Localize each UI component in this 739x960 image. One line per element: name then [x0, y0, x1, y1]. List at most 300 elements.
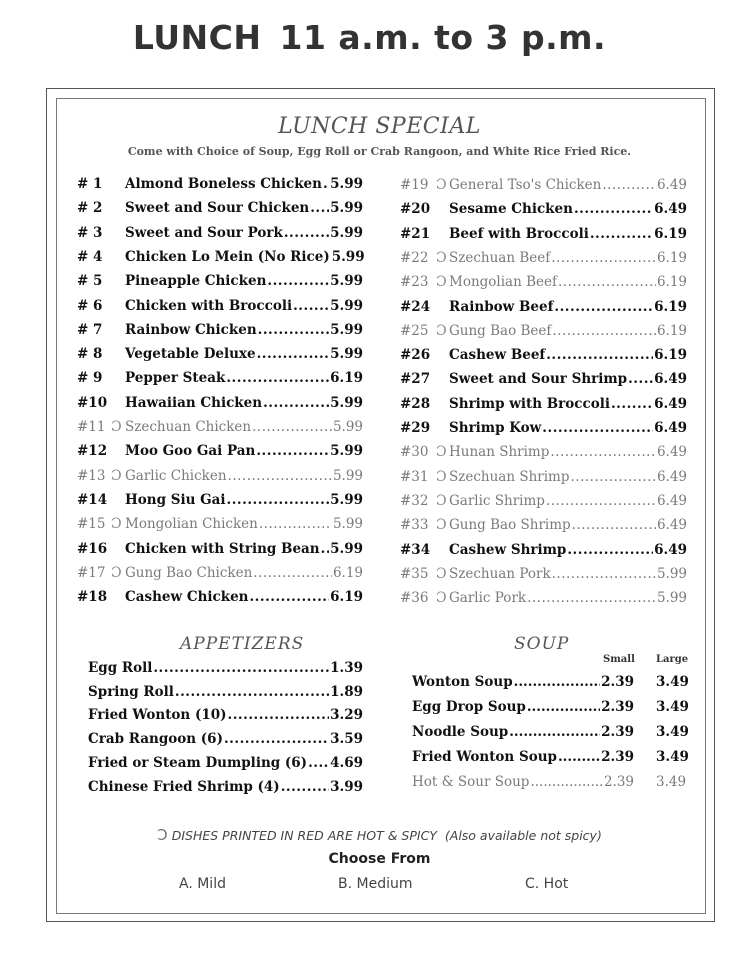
menu-item: [77, 174, 363, 194]
dot-leader: [281, 777, 329, 797]
menu-item-number: #33: [400, 517, 429, 534]
soup-large-price: 3.49: [656, 749, 689, 765]
menu-item-line: [125, 223, 363, 243]
menu-item-line: [449, 224, 687, 244]
menu-item: [77, 466, 363, 486]
pepper-icon: Ɔ: [111, 516, 122, 533]
soup-name: Egg Drop Soup: [412, 699, 526, 715]
spicy-note-text: DISHES PRINTED IN RED ARE HOT & SPICY: [171, 828, 437, 843]
menu-item-name: Sweet and Sour Chicken: [125, 200, 310, 217]
menu-item-name: Chicken Lo Mein (No Rice): [125, 248, 330, 265]
menu-item-number: #19: [400, 177, 429, 193]
menu-item-price: 5.99: [330, 491, 363, 508]
soup-line: [412, 772, 634, 792]
soup-title: SOUP: [514, 634, 570, 654]
option-medium: B. Medium: [338, 876, 413, 892]
menu-item: [77, 490, 363, 510]
soup-small-header: Small: [603, 654, 635, 665]
menu-item-name: Hunan Shrimp: [449, 444, 550, 461]
soup-large-price: 3.49: [656, 674, 689, 690]
menu-item-price: 5.99: [656, 565, 687, 582]
menu-item-number: #11: [77, 419, 106, 435]
appetizer-line: [88, 777, 363, 797]
soup-small-price: 2.39: [601, 749, 634, 765]
menu-item: [77, 271, 363, 291]
menu-item-name: Moo Goo Gai Pan: [125, 443, 256, 460]
menu-item-name: Chicken with Broccoli: [125, 297, 293, 314]
dot-leader: [249, 587, 329, 607]
dot-leader: [175, 682, 329, 702]
menu-item-price: 5.99: [332, 467, 363, 484]
menu-item-number: #31: [400, 468, 429, 485]
appetizer-name: Fried Wonton (10): [88, 707, 227, 724]
soup-name: Fried Wonton Soup: [412, 749, 557, 765]
menu-item-name: Cashew Beef: [449, 347, 546, 364]
soup-line: [412, 747, 634, 767]
menu-item-name: Sesame Chicken: [449, 201, 573, 218]
menu-item-line: [449, 491, 687, 511]
menu-item: [400, 175, 687, 195]
menu-item-name: Garlic Pork: [449, 590, 527, 607]
dot-leader: [226, 368, 329, 388]
pepper-icon: Ɔ: [436, 565, 447, 582]
menu-item-name: Cashew Chicken: [125, 589, 249, 606]
menu-item-name: Rainbow Chicken: [125, 321, 257, 338]
dot-leader: [558, 747, 600, 767]
soup-name: Wonton Soup: [412, 674, 513, 690]
soup-large-header: Large: [656, 654, 689, 665]
menu-item-name: Shrimp with Broccoli: [449, 395, 610, 412]
soup-name: Noodle Soup: [412, 724, 509, 740]
menu-item: [400, 491, 687, 511]
menu-item: [77, 296, 363, 316]
soup-large-price: 3.49: [656, 699, 689, 715]
appetizer-line: [88, 658, 363, 678]
menu-item-price: 6.49: [656, 177, 687, 193]
menu-item-line: [449, 394, 687, 414]
menu-item: [400, 467, 687, 487]
menu-item-price: 6.49: [654, 541, 687, 558]
menu-item-number: #35: [400, 565, 429, 582]
menu-item: [77, 587, 363, 607]
menu-item-price: 5.99: [330, 346, 363, 363]
menu-item-line: [125, 344, 363, 364]
appetizer-line: [88, 729, 363, 749]
menu-item-name: Gung Bao Beef: [449, 322, 552, 339]
pepper-icon: Ɔ: [436, 249, 447, 266]
soup-item: [412, 747, 692, 767]
menu-item-price: 6.19: [656, 274, 687, 291]
menu-item-line: [125, 514, 363, 534]
menu-item-name: Szechuan Chicken: [125, 419, 252, 435]
menu-item-price: 6.49: [656, 468, 687, 485]
appetizer-name: Chinese Fried Shrimp (4): [88, 778, 280, 795]
pepper-icon: Ɔ: [436, 177, 447, 193]
soup-small-price: 2.39: [601, 724, 634, 740]
dot-leader: [558, 272, 656, 292]
menu-item-price: 6.19: [654, 225, 687, 242]
menu-item-price: 6.19: [656, 322, 687, 339]
menu-item: [400, 248, 687, 268]
dot-leader: [550, 442, 656, 462]
dot-leader: [310, 198, 329, 218]
menu-item: [77, 563, 363, 583]
lunch-special-title: LUNCH SPECIAL: [278, 114, 481, 139]
menu-item-number: # 8: [77, 346, 103, 363]
menu-item-name: Pineapple Chicken: [125, 273, 267, 290]
pepper-icon: Ɔ: [157, 826, 168, 844]
menu-item-line: [449, 199, 687, 219]
menu-item-price: 5.99: [656, 590, 687, 607]
menu-item-name: Almond Boneless Chicken: [125, 176, 322, 192]
dot-leader: [551, 248, 656, 268]
menu-item-price: 5.99: [330, 200, 363, 217]
menu-item-number: #13: [77, 467, 106, 484]
menu-item-line: [449, 564, 687, 584]
pepper-icon: Ɔ: [436, 322, 447, 339]
soup-large-price: 3.49: [656, 774, 687, 790]
menu-item-number: #14: [77, 491, 108, 508]
menu-item-price: 6.19: [332, 564, 363, 581]
menu-item-price: 5.99: [330, 394, 363, 411]
page-title: [0, 18, 739, 57]
menu-item-number: # 6: [77, 297, 103, 314]
appetizer-name: Fried or Steam Dumpling (6): [88, 754, 308, 771]
menu-item-line: [125, 247, 363, 267]
menu-item: [77, 539, 363, 559]
menu-item: [77, 247, 363, 267]
spicy-note: [0, 826, 739, 844]
menu-item-name: General Tso's Chicken: [449, 177, 602, 193]
menu-item-price: 5.99: [331, 248, 365, 265]
soup-line: [412, 672, 634, 692]
soup-item: [412, 672, 692, 692]
dot-leader: [514, 672, 600, 692]
menu-item-line: [125, 271, 363, 291]
menu-item: [77, 344, 363, 364]
menu-item-number: #16: [77, 540, 108, 557]
soup-name: Hot & Sour Soup: [412, 774, 530, 790]
menu-item-price: 6.19: [654, 298, 687, 315]
dot-leader: [153, 658, 329, 678]
menu-item-line: [125, 296, 363, 316]
menu-item-line: [449, 297, 687, 317]
menu-item-number: # 5: [77, 273, 103, 290]
dot-leader: [323, 174, 329, 194]
menu-item: [77, 417, 363, 437]
menu-item-price: 5.99: [332, 419, 363, 435]
soup-small-price: 2.39: [603, 774, 634, 790]
menu-item-name: Gung Bao Shrimp: [449, 517, 571, 534]
menu-item-price: 5.99: [330, 321, 363, 338]
appetizer-price: 3.29: [330, 707, 363, 724]
menu-item-number: #17: [77, 564, 106, 581]
menu-item-number: # 3: [77, 224, 103, 241]
menu-item-name: Mongolian Chicken: [125, 516, 258, 533]
dot-leader: [602, 175, 656, 195]
menu-item-price: 5.99: [332, 516, 363, 533]
dot-leader: [321, 539, 329, 559]
appetizer-item: [88, 729, 363, 749]
menu-item-line: [125, 417, 363, 437]
soup-item: [412, 697, 692, 717]
soup-item: [412, 772, 692, 792]
menu-item-number: #34: [400, 541, 431, 558]
menu-item-number: #36: [400, 590, 429, 607]
dot-leader: [509, 722, 600, 742]
dot-leader: [527, 697, 600, 717]
menu-item: [400, 588, 687, 608]
dot-leader: [259, 514, 332, 534]
appetizer-item: [88, 777, 363, 797]
pepper-icon: Ɔ: [436, 492, 447, 509]
menu-item: [400, 199, 687, 219]
menu-item-number: # 4: [77, 248, 103, 265]
dot-leader: [574, 199, 653, 219]
menu-item-number: #26: [400, 347, 431, 364]
menu-item: [400, 564, 687, 584]
dot-leader: [552, 321, 656, 341]
dot-leader: [567, 540, 653, 560]
dot-leader: [257, 344, 330, 364]
menu-item-name: Gung Bao Chicken: [125, 564, 253, 581]
pepper-icon: Ɔ: [436, 517, 447, 534]
menu-item: [400, 321, 687, 341]
menu-item-number: # 9: [77, 370, 103, 387]
pepper-icon: Ɔ: [436, 468, 447, 485]
menu-item-line: [449, 248, 687, 268]
menu-item-line: [449, 588, 687, 608]
menu-item-number: #10: [77, 394, 108, 411]
menu-item-price: 5.99: [330, 273, 363, 290]
menu-item-number: #23: [400, 274, 429, 291]
appetizer-name: Egg Roll: [88, 660, 153, 676]
menu-item-name: Szechuan Beef: [449, 249, 551, 266]
dot-leader: [227, 490, 330, 510]
appetizer-line: [88, 705, 363, 725]
dot-leader: [590, 224, 653, 244]
dot-leader: [258, 320, 329, 340]
appetizer-price: 1.89: [330, 683, 363, 700]
menu-item: [77, 441, 363, 461]
appetizers-title: APPETIZERS: [180, 634, 305, 654]
menu-item-price: 6.19: [656, 249, 687, 266]
menu-item-name: Chicken with String Bean: [125, 540, 320, 557]
menu-item-line: [125, 393, 363, 413]
pepper-icon: Ɔ: [111, 419, 122, 435]
menu-item-number: # 7: [77, 321, 103, 338]
menu-item-price: 6.49: [654, 201, 687, 218]
title-lunch: LUNCH: [132, 18, 262, 57]
pepper-icon: Ɔ: [436, 590, 447, 607]
menu-item-number: #21: [400, 225, 431, 242]
menu-item: [400, 442, 687, 462]
menu-item-line: [449, 321, 687, 341]
menu-item-number: #15: [77, 516, 106, 533]
menu-item-number: #30: [400, 444, 429, 461]
menu-item-name: Shrimp Kow: [449, 420, 542, 436]
menu-item-price: 5.99: [330, 443, 363, 460]
menu-item-line: [125, 490, 363, 510]
menu-item-name: Vegetable Deluxe: [125, 346, 256, 363]
menu-item-name: Szechuan Shrimp: [449, 468, 570, 485]
lunch-special-subtitle: Come with Choice of Soup, Egg Roll or Crab Rangoon, and White Rice Fried Rice.: [127, 145, 632, 158]
pepper-icon: Ɔ: [111, 467, 122, 484]
soup-line: [412, 697, 634, 717]
menu-item-number: #27: [400, 371, 431, 388]
menu-item-name: Garlic Shrimp: [449, 492, 545, 509]
dot-leader: [224, 729, 329, 749]
appetizer-item: [88, 682, 363, 702]
menu-item-line: [125, 368, 363, 388]
soup-item: [412, 722, 692, 742]
dot-leader: [284, 223, 329, 243]
dot-leader: [293, 296, 329, 316]
menu-item-name: Cashew Shrimp: [449, 541, 567, 558]
soup-large-price: 3.49: [656, 724, 689, 740]
menu-item-price: 6.49: [654, 371, 687, 388]
menu-item-number: #18: [77, 589, 108, 606]
appetizer-line: [88, 682, 363, 702]
option-mild: A. Mild: [179, 876, 226, 892]
dot-leader: [572, 515, 656, 535]
menu-item-name: Sweet and Sour Pork: [125, 224, 283, 241]
appetizer-item: [88, 753, 363, 773]
dot-leader: [546, 345, 653, 365]
menu-item-line: [449, 442, 687, 462]
menu-item-number: #22: [400, 249, 429, 266]
menu-item: [400, 540, 687, 560]
menu-item-line: [449, 369, 687, 389]
appetizer-item: [88, 705, 363, 725]
menu-item-price: 6.19: [330, 589, 363, 606]
menu-item-price: 5.99: [330, 297, 363, 314]
menu-item-number: #24: [400, 298, 431, 315]
menu-item: [77, 198, 363, 218]
menu-item-price: 6.19: [330, 370, 363, 387]
dot-leader: [546, 491, 656, 511]
menu-item: [400, 369, 687, 389]
menu-item-name: Rainbow Beef: [449, 298, 554, 315]
menu-item-line: [125, 563, 363, 583]
appetizer-name: Crab Rangoon (6): [88, 731, 223, 748]
menu-item-price: 6.49: [656, 517, 687, 534]
menu-item-number: #12: [77, 443, 108, 460]
menu-item-name: Pepper Steak: [125, 370, 226, 387]
menu-item-line: [449, 175, 687, 195]
dot-leader: [530, 772, 602, 792]
dot-leader: [267, 271, 329, 291]
menu-item: [77, 368, 363, 388]
menu-item: [77, 393, 363, 413]
dot-leader: [252, 417, 332, 437]
appetizer-price: 3.59: [330, 731, 363, 748]
title-hours: 11 a.m. to 3 p.m.: [279, 18, 607, 57]
dot-leader: [554, 297, 653, 317]
menu-item-number: #25: [400, 322, 429, 339]
pepper-icon: Ɔ: [111, 564, 122, 581]
menu-item-line: [125, 441, 363, 461]
soup-small-price: 2.39: [601, 674, 634, 690]
menu-item-price: 6.49: [656, 444, 687, 461]
appetizer-item: [88, 658, 363, 678]
menu-item-line: [125, 198, 363, 218]
dot-leader: [228, 705, 330, 725]
dot-leader: [611, 394, 653, 414]
appetizer-price: 4.69: [330, 754, 363, 771]
option-hot: C. Hot: [525, 876, 569, 892]
menu-item-number: #28: [400, 395, 431, 412]
menu-item: [400, 345, 687, 365]
pepper-icon: Ɔ: [436, 274, 447, 291]
menu-item-number: #20: [400, 201, 431, 218]
dot-leader: [527, 588, 656, 608]
menu-item-price: 6.49: [654, 395, 687, 412]
menu-item: [77, 223, 363, 243]
menu-item-name: Hawaiian Chicken: [125, 394, 263, 411]
menu-item-price: 6.49: [656, 492, 687, 509]
menu-item-line: [125, 174, 363, 194]
menu-item: [400, 418, 687, 438]
menu-item-line: [125, 466, 363, 486]
menu-item: [400, 297, 687, 317]
menu-item-line: [449, 467, 687, 487]
menu-item: [77, 320, 363, 340]
soup-line: [412, 722, 634, 742]
menu-item-name: Beef with Broccoli: [449, 225, 589, 242]
menu-item-price: 6.19: [654, 347, 687, 364]
dot-leader: [263, 393, 329, 413]
menu-item-name: Hong Siu Gai: [125, 491, 226, 508]
menu-item-number: # 2: [77, 200, 103, 217]
dot-leader: [571, 467, 656, 487]
menu-item: [400, 515, 687, 535]
menu-item-number: #32: [400, 492, 429, 509]
menu-item-name: Mongolian Beef: [449, 274, 557, 291]
menu-item-price: 6.49: [654, 420, 687, 436]
dot-leader: [253, 563, 332, 583]
menu-item-line: [125, 539, 363, 559]
menu-item-name: Garlic Chicken: [125, 467, 227, 484]
dot-leader: [552, 564, 656, 584]
dot-leader: [308, 753, 329, 773]
spicy-note-extra: (Also available not spicy): [444, 828, 602, 843]
dot-leader: [542, 418, 653, 438]
menu-item-price: 5.99: [330, 176, 363, 192]
dot-leader: [256, 441, 329, 461]
appetizer-price: 3.99: [330, 778, 363, 795]
appetizer-price: 1.39: [330, 660, 363, 676]
menu-item-line: [449, 540, 687, 560]
menu-item-line: [449, 418, 687, 438]
menu-item: [77, 514, 363, 534]
menu-item-number: # 1: [77, 176, 103, 192]
menu-item-price: 5.99: [330, 540, 363, 557]
menu-item: [400, 272, 687, 292]
menu-item: [400, 224, 687, 244]
choose-from: Choose From: [328, 851, 431, 867]
pepper-icon: Ɔ: [436, 444, 447, 461]
menu-item-name: Sweet and Sour Shrimp: [449, 371, 628, 388]
menu-item-line: [449, 272, 687, 292]
soup-small-price: 2.39: [601, 699, 634, 715]
menu-item-line: [125, 320, 363, 340]
menu-item-line: [449, 515, 687, 535]
appetizer-name: Spring Roll: [88, 683, 174, 700]
menu-item-price: 5.99: [330, 224, 363, 241]
menu-item-name: Szechuan Pork: [449, 565, 551, 582]
menu-item-line: [125, 587, 363, 607]
